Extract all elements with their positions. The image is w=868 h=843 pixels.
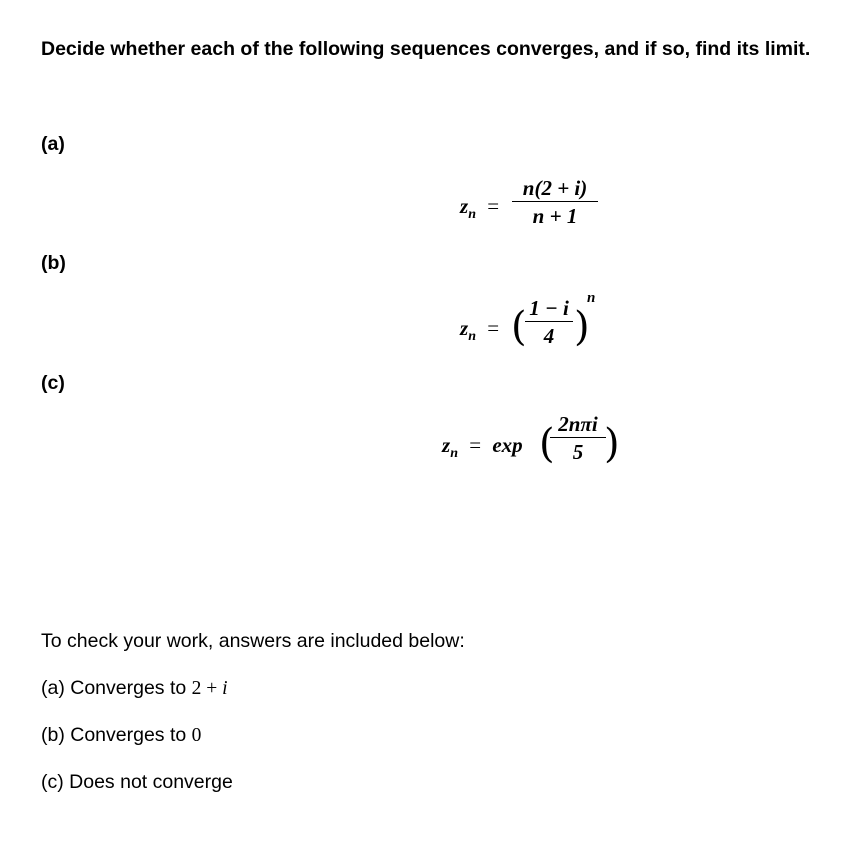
part-c-equals: = — [469, 433, 482, 457]
part-b-lhs — [460, 316, 499, 345]
answer-b-math: 0 — [191, 725, 202, 746]
part-a-fraction-bar — [512, 201, 598, 202]
answer-a-math-op: + — [201, 678, 223, 699]
part-b-fraction — [525, 296, 573, 349]
part-c-lhs — [442, 433, 523, 462]
part-c-left-paren: ( — [539, 421, 555, 467]
part-b-numerator: 1 − i — [529, 296, 569, 320]
part-a-lhs-sub: n — [468, 207, 476, 223]
answer-a — [41, 677, 228, 700]
part-c-lhs-var: z — [442, 433, 451, 457]
part-c-right-paren: ) — [604, 421, 620, 467]
part-c-fraction-bar — [550, 437, 606, 438]
part-b-left-paren: ( — [511, 304, 527, 350]
part-b-label: (b) — [41, 252, 66, 274]
part-a-denominator: n + 1 — [532, 204, 578, 228]
part-b-exponent: n — [587, 290, 596, 306]
part-c-label: (c) — [41, 372, 65, 394]
part-c-function: exp — [492, 433, 523, 457]
part-a-equals: = — [487, 194, 500, 218]
part-a-lhs-var: z — [460, 194, 469, 218]
part-a-fraction — [512, 176, 598, 229]
part-b-lhs-sub: n — [468, 329, 476, 345]
answer-b-text: (b) Converges to — [41, 724, 192, 746]
part-a-lhs — [460, 194, 499, 223]
answer-b — [41, 724, 201, 747]
part-c-lhs-sub: n — [450, 446, 458, 462]
part-b-equals: = — [487, 316, 500, 340]
part-b-fraction-bar — [525, 321, 573, 322]
part-c-denominator: 5 — [572, 440, 584, 464]
answers-intro: To check your work, answers are included below: — [41, 630, 465, 652]
part-b-lhs-var: z — [460, 316, 469, 340]
instructions-heading: Decide whether each of the following sequences converges, and if so, find its limit. — [41, 38, 811, 60]
answer-a-math-var: i — [222, 678, 228, 699]
part-a-numerator: n(2 + i) — [522, 176, 588, 200]
part-b-right-paren: ) — [574, 304, 590, 350]
part-a-label: (a) — [41, 133, 65, 155]
answer-a-text: (a) Converges to — [41, 677, 192, 699]
part-c-fraction — [550, 412, 606, 465]
part-b-denominator: 4 — [543, 324, 555, 348]
part-c-numerator: 2nπi — [558, 412, 598, 436]
answer-c: (c) Does not converge — [41, 771, 233, 793]
answer-a-math-num: 2 — [191, 678, 202, 699]
